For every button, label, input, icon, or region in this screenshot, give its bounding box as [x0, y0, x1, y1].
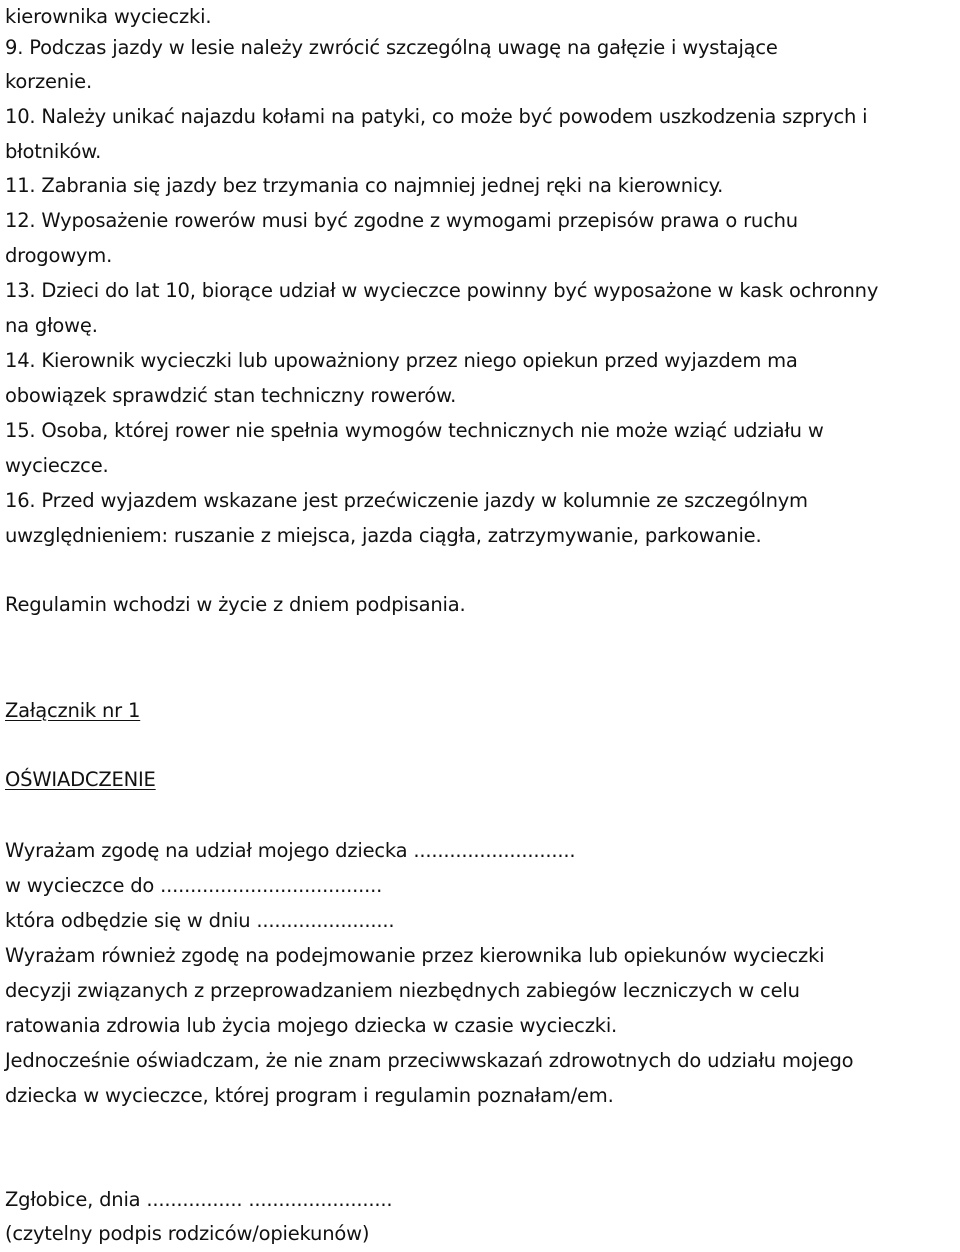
- rule-13-line-2: na głowę.: [5, 314, 98, 337]
- rule-10-line-1: 10. Należy unikać najazdu kołami na patyki, co może być powodem uszkodzenia szprych i: [5, 105, 868, 128]
- signature-place-date: Zgłobice, dnia ................ ........................: [5, 1188, 393, 1211]
- rule-16-line-2: uwzględnieniem: ruszanie z miejsca, jazda ciągła, zatrzymywanie, parkowanie.: [5, 524, 762, 547]
- consent-line-child: Wyrażam zgodę na udział mojego dziecka ...........................: [5, 839, 576, 862]
- declaration-title: OŚWIADCZENIE: [5, 768, 156, 791]
- rule-13-line-1: 13. Dzieci do lat 10, biorące udział w wycieczce powinny być wyposażone w kask ochronny: [5, 279, 879, 302]
- attachment-title: Załącznik nr 1: [5, 699, 141, 722]
- signature-caption: (czytelny podpis rodziców/opiekunów): [5, 1222, 370, 1245]
- consent-line-health-1: Jednocześnie oświadczam, że nie znam przeciwwskazań zdrowotnych do udziału mojego: [5, 1049, 854, 1072]
- consent-line-medical-2: decyzji związanych z przeprowadzaniem niezbędnych zabiegów leczniczych w celu: [5, 979, 800, 1002]
- rule-12-line-2: drogowym.: [5, 244, 113, 267]
- consent-line-trip: w wycieczce do .....................................: [5, 874, 383, 897]
- rule-9-line-1: 9. Podczas jazdy w lesie należy zwrócić szczególną uwagę na gałęzie i wystające: [5, 36, 778, 59]
- rule-14-line-2: obowiązek sprawdzić stan techniczny rowerów.: [5, 384, 457, 407]
- continuation-text: kierownika wycieczki.: [5, 5, 212, 28]
- consent-line-date: która odbędzie się w dniu .......................: [5, 909, 395, 932]
- effective-statement: Regulamin wchodzi w życie z dniem podpisania.: [5, 593, 466, 616]
- consent-line-medical-3: ratowania zdrowia lub życia mojego dziecka w czasie wycieczki.: [5, 1014, 618, 1037]
- rule-15-line-1: 15. Osoba, której rower nie spełnia wymogów technicznych nie może wziąć udziału w: [5, 419, 824, 442]
- consent-line-health-2: dziecka w wycieczce, której program i regulamin poznałam/em.: [5, 1084, 614, 1107]
- rule-16-line-1: 16. Przed wyjazdem wskazane jest przećwiczenie jazdy w kolumnie ze szczególnym: [5, 489, 808, 512]
- rule-10-line-2: błotników.: [5, 140, 102, 163]
- rule-15-line-2: wycieczce.: [5, 454, 109, 477]
- consent-line-medical-1: Wyrażam również zgodę na podejmowanie przez kierownika lub opiekunów wycieczki: [5, 944, 825, 967]
- rule-14-line-1: 14. Kierownik wycieczki lub upoważniony przez niego opiekun przed wyjazdem ma: [5, 349, 798, 372]
- rule-9-line-2: korzenie.: [5, 70, 92, 93]
- rule-12-line-1: 12. Wyposażenie rowerów musi być zgodne z wymogami przepisów prawa o ruchu: [5, 209, 798, 232]
- rule-11-line-1: 11. Zabrania się jazdy bez trzymania co najmniej jednej ręki na kierownicy.: [5, 174, 724, 197]
